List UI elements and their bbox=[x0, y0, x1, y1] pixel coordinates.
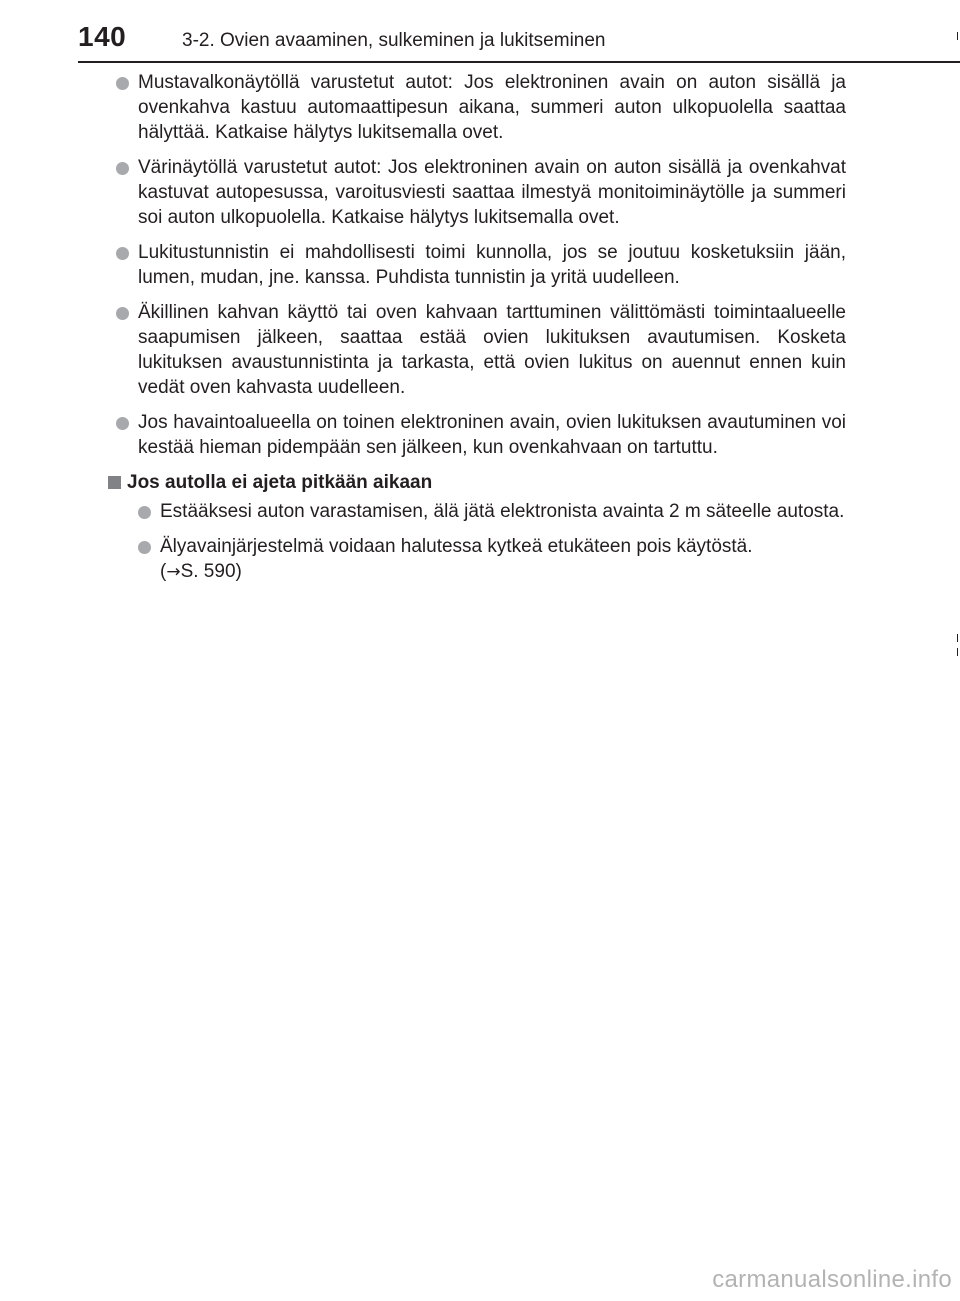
page-header bbox=[0, 0, 960, 64]
bullet-dot-icon bbox=[116, 162, 129, 175]
section-heading-text: Jos autolla ei ajeta pitkään aikaan bbox=[127, 472, 433, 493]
page-content bbox=[112, 70, 846, 595]
watermark: carmanualsonline.info bbox=[712, 1266, 952, 1293]
bullet-dot-icon bbox=[138, 506, 151, 519]
crop-mark bbox=[957, 634, 958, 642]
page-number: 140 bbox=[78, 21, 127, 52]
bullet-dot-icon bbox=[116, 77, 129, 90]
list-item-body: Älyavainjärjestelmä voidaan halutessa kytkeä etukäteen pois käytöstä. bbox=[160, 536, 753, 557]
bullet-dot-icon bbox=[116, 417, 129, 430]
list-item bbox=[112, 410, 846, 460]
list-item-text: Jos havaintoalueella on toinen elektroninen avain, ovien lukituksen avautuminen voi kestää hieman pidempään sen jälkeen, kun ovenkahvaan on tartuttu. bbox=[138, 412, 846, 458]
list-item bbox=[112, 240, 846, 290]
crop-mark bbox=[957, 32, 958, 40]
list-item-text: Lukitustunnistin ei mahdollisesti toimi kunnolla, jos se joutuu kosketuksiin jään, lumen, mudan, jne. kanssa. Puhdista tunnistin ja yritä uudelleen. bbox=[138, 242, 846, 288]
square-bullet-icon bbox=[108, 476, 121, 489]
list-item bbox=[134, 499, 846, 524]
list-item-text: Äkillinen kahvan käyttö tai oven kahvaan tarttuminen välittömästi toimintaalueelle saapumisen jälkeen, saattaa estää ovien lukituksen avautumisen. Kosketa lukituksen avaustunnistinta ja tarkasta, että ovien lukitus on auennut ennen kuin vedät oven kahvasta uudelleen. bbox=[138, 302, 846, 398]
bullet-dot-icon bbox=[116, 307, 129, 320]
section-title: 3-2. Ovien avaaminen, sulkeminen ja lukitseminen bbox=[182, 30, 606, 51]
bullet-dot-icon bbox=[116, 247, 129, 260]
list-item bbox=[112, 155, 846, 230]
list-item bbox=[112, 70, 846, 145]
page-reference: S. 590) bbox=[180, 561, 242, 582]
arrow-right-icon: → bbox=[166, 562, 181, 582]
section-heading bbox=[108, 470, 846, 495]
list-item-text: Värinäytöllä varustetut autot: Jos elektroninen avain on auton sisällä ja ovenkahvat kastuvat autopesussa, varoitusviesti saattaa ilmestyä monitoiminäytölle ja summeri soi auton ulkopuolella. Katkaise hälytys lukitsemalla ovet. bbox=[138, 157, 846, 228]
list-item-text bbox=[160, 534, 846, 585]
list-item-text: Mustavalkonäytöllä varustetut autot: Jos elektroninen avain on auton sisällä ja ovenkahva kastuu automaattipesun aikana, summeri auton ulkopuolella saattaa hälyttää. Katkaise hälytys lukitsemalla ovet. bbox=[138, 72, 846, 143]
header-divider bbox=[78, 61, 960, 63]
list-item bbox=[134, 534, 846, 585]
list-item bbox=[112, 300, 846, 400]
bullet-dot-icon bbox=[138, 541, 151, 554]
ref-open-paren: ( bbox=[160, 561, 167, 582]
cross-reference[interactable] bbox=[160, 561, 242, 582]
list-item-text: Estääksesi auton varastamisen, älä jätä elektronista avainta 2 m säteelle autosta. bbox=[160, 501, 845, 522]
crop-mark bbox=[957, 648, 958, 656]
